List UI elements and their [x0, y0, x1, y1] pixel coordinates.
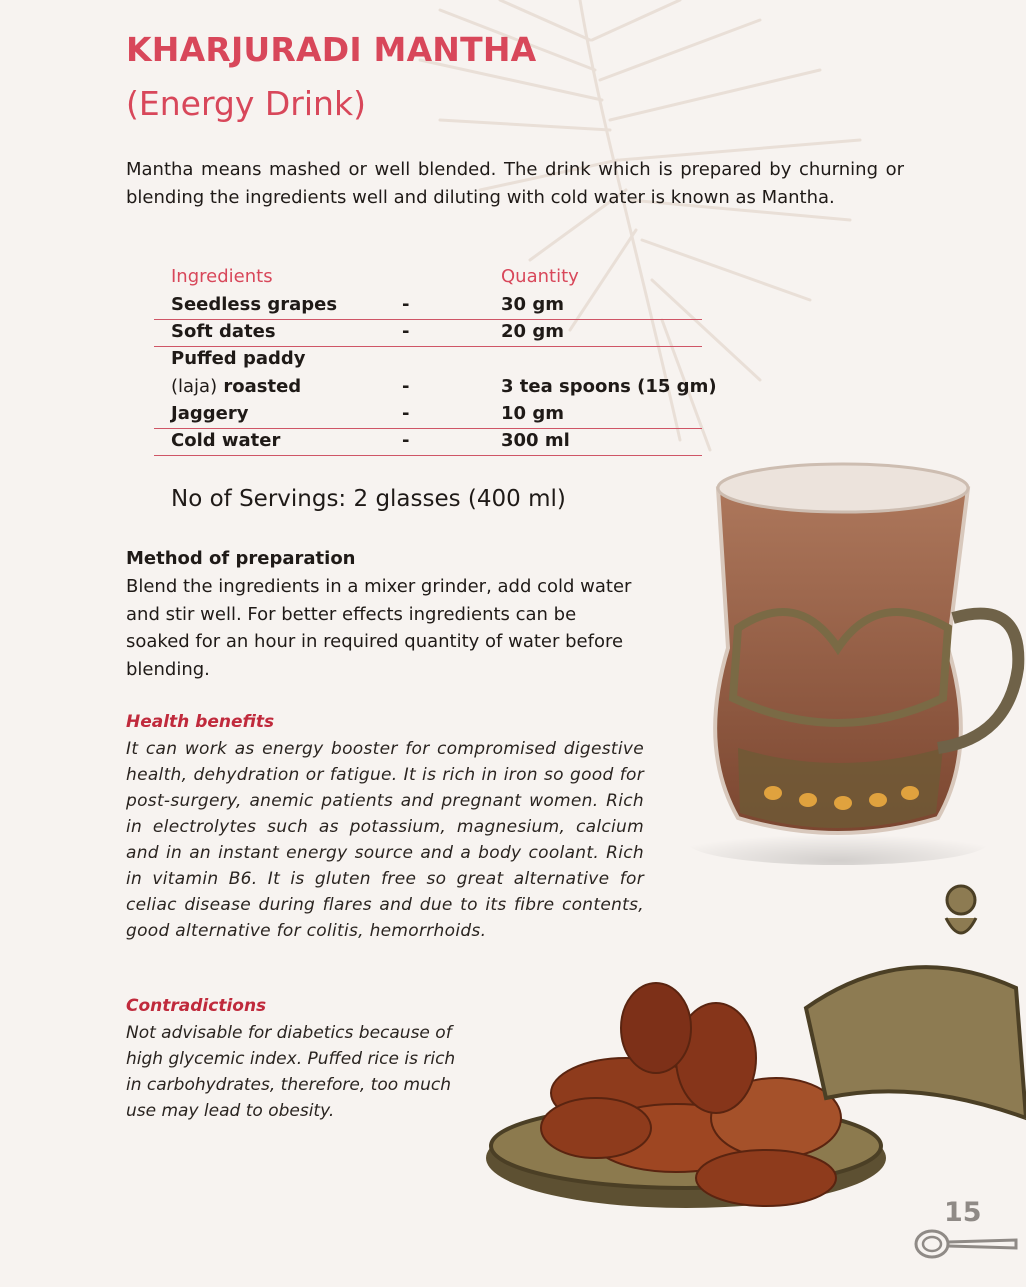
- table-row: [154, 321, 702, 347]
- ingredient-name: Puffed paddy: [171, 348, 306, 369]
- ingredient-name: Jaggery: [171, 403, 249, 424]
- row-dash: -: [402, 403, 410, 424]
- contradictions-paragraph: Not advisable for diabetics because of high glycemic index. Puffed rice is rich in carbohydrates, therefore, too much use may lead to obesity.: [126, 1023, 456, 1121]
- ingredient-name: Soft dates: [171, 321, 276, 342]
- ingredient-quantity: 3 tea spoons (15 gm): [501, 376, 717, 397]
- page-number: 15: [944, 1197, 982, 1228]
- contradictions-heading: Contradictions: [126, 996, 267, 1016]
- ingredient-quantity: 10 gm: [501, 403, 564, 424]
- table-row: [154, 403, 702, 429]
- drink-glass-image: [678, 448, 1026, 868]
- row-dash: -: [402, 430, 410, 451]
- method-paragraph: Blend the ingredients in a mixer grinder, add cold water and stir well. For better effects ingredients can be soaked for an hour in required quantity of water before blending.: [126, 576, 632, 680]
- ingredient-quantity: 300 ml: [501, 430, 570, 451]
- ingredient-quantity: 20 gm: [501, 321, 564, 342]
- health-benefits-heading: Health benefits: [126, 712, 275, 732]
- table-row: [154, 430, 702, 456]
- servings-text: No of Servings: 2 glasses (400 ml): [171, 486, 566, 512]
- row-dash: -: [402, 321, 410, 342]
- spoon-icon: [912, 1226, 1018, 1262]
- page-subtitle: (Energy Drink): [126, 84, 366, 123]
- page-title: KHARJURADI MANTHA: [126, 30, 537, 69]
- ingredients-header: Ingredients: [171, 266, 273, 287]
- method-heading: Method of preparation: [126, 548, 356, 569]
- table-row: [154, 348, 717, 400]
- quantity-header: Quantity: [501, 266, 579, 287]
- intro-paragraph: Mantha means mashed or well blended. The drink which is prepared by churning or blending the ingredients well and diluting with cold water is known as Mantha.: [126, 159, 904, 208]
- health-benefits-paragraph: It can work as energy booster for compromised digestive health, dehydration or fatigue. It is rich in iron so good for post-surgery, anemic patients and pregnant women. Rich in electrolytes such as potassium, magnesium, calcium and in an instant energy source and a body coolant. Rich in vitamin B6. It is gluten free so great alternative for celiac disease during flares and due to its fibre contents, good alternative for colitis, hemorrhoids.: [126, 739, 644, 941]
- dates-bowl-image: [476, 878, 1026, 1218]
- table-row: [154, 294, 702, 320]
- ingredient-quantity: 30 gm: [501, 294, 564, 315]
- row-dash: -: [402, 294, 410, 315]
- ingredient-name: roasted: [223, 376, 302, 397]
- ingredient-name: Seedless grapes: [171, 294, 338, 315]
- row-dash: -: [402, 376, 410, 397]
- ingredient-name: Cold water: [171, 430, 281, 451]
- ingredient-name-prefix: (laja): [171, 376, 218, 397]
